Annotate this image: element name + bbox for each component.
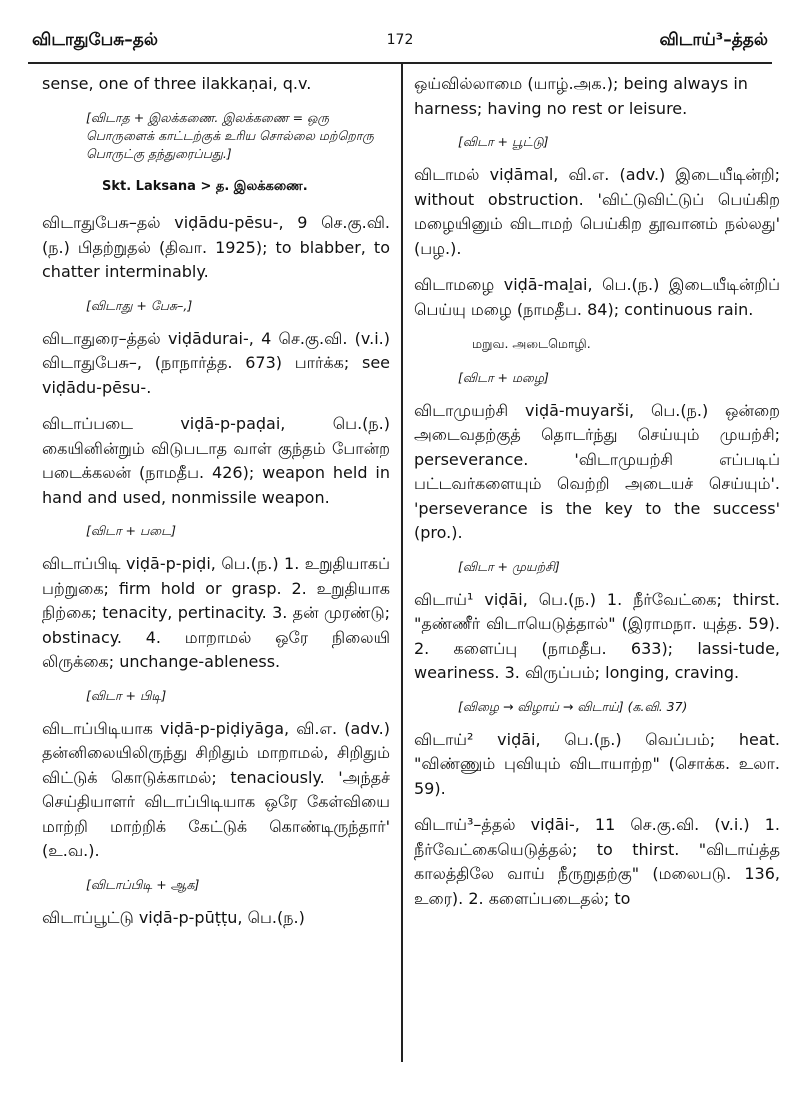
column-divider — [401, 62, 403, 1062]
page-number: 172 — [386, 32, 414, 48]
dictionary-entry: விடாமல் viḍāmal, வி.எ. (adv.) இடையீடின்றி; without obstruction. 'விட்டுவிட்டுப் பெய்கிற மழையினும் விடாமற் பெய்கிற தூவானம் நல்லது' (பழ.). — [414, 165, 780, 258]
continued-text: sense, one of three ilakkaṇai, q.v. — [42, 74, 312, 93]
right-column — [414, 72, 780, 911]
dictionary-entry: விடாதுபேசு–தல் viḍādu-pēsu-, 9 செ.கு.வி. (ந.) பிதற்றுதல் (திவா. 1925); to blabber, to chatter interminably. — [42, 213, 390, 281]
etymology: [விடாத + இலக்கணை. இலக்கணை = ஒரு பொருளைக் காட்டற்குக் உரிய சொல்லை மற்றொரு பொருட்கு தந்துரைப்பது.] — [86, 109, 374, 161]
etymology: [விடா + படை] — [86, 523, 176, 538]
dictionary-entry: விடாய்² viḍāi, பெ.(ந.) வெப்பம்; heat. "விண்ணும் புவியும் விடாயாற்ற" (சொக்க. உலா. 59). — [414, 729, 780, 798]
continued-text: ஒய்வில்லாமை (யாழ்.அக.); being always in harness; having no rest or leisure. — [414, 74, 748, 118]
left-column — [42, 72, 390, 930]
etymology: [விடா + பிடி] — [86, 687, 167, 703]
left-guide-word: விடாதுபேசு–தல் — [32, 30, 158, 50]
synonym-note: மறுவ. அடைமொழி. — [472, 336, 591, 351]
dictionary-entry: விடாப்பூட்டு viḍā-p-pūṭṭu, பெ.(ந.) — [42, 907, 305, 927]
right-guide-word: விடாய்³–த்தல் — [659, 30, 768, 50]
dictionary-entry: விடாப்படை viḍā-p-paḍai, பெ.(ந.) கையினின்றும் விடுபடாத வாள் குந்தம் போன்ற படைக்கலன் (நாமதீப. 426); weapon held in hand and used, nonmissile weapon. — [42, 414, 390, 507]
etymology: [விடா + மழை] — [458, 369, 549, 385]
dictionary-entry: விடாய்¹ viḍāi, பெ.(ந.) 1. நீர்வேட்கை; thirst. "தண்ணீர் விடாயெடுத்தால்" (இராமநா. யுத்த. 59). 2. களைப்பு (நாமதீப. 633); lassi-tude, weariness. 3. விருப்பம்; longing, craving. — [414, 589, 780, 682]
sanskrit-note: Skt. Laksana > த. இலக்கணை. — [102, 178, 308, 194]
etymology: [விழை → விழாய் → விடாய்] (க.வி. 37) — [458, 698, 688, 714]
etymology: [விடாப்பிடி + ஆக] — [86, 876, 200, 892]
etymology: [விடா + பூட்டு] — [458, 134, 549, 149]
dictionary-entry: விடாமுயற்சி viḍā-muyarši, பெ.(ந.) ஒன்றை அடைவதற்குத் தொடர்ந்து செய்யும் முயற்சி; perseverance. 'விடாமுயற்சி எப்படிப் பட்டவர்களையும் வெற்றி அடையச் செய்யும்'. 'perseverance is the key to the success' (pro.). — [414, 400, 780, 542]
page-header — [32, 30, 768, 60]
etymology: [விடா + முயற்சி] — [458, 558, 560, 574]
dictionary-entry: விடாப்பிடியாக viḍā-p-piḍiyāga, வி.எ. (adv.) தன்னிலையிலிருந்து சிறிதும் மாறாமல், சிறிதும் விட்டுக் கொடுக்காமல்; tenaciously. 'அந்தச் செய்தியாளர் விடாப்பிடியாக ஒரே கேள்வியை மாற்றி மாற்றிக் கேட்டுக் கொண்டிருந்தார்' (உ.வ.). — [42, 718, 390, 860]
dictionary-entry: விடாமழை viḍā-maḻai, பெ.(ந.) இடையீடின்றிப் பெய்யு மழை (நாமதீப. 84); continuous rain. — [414, 275, 780, 319]
header-rule — [28, 62, 772, 64]
dictionary-entry: விடாப்பிடி viḍā-p-piḍi, பெ.(ந.) 1. உறுதியாகப் பற்றுகை; firm hold or grasp. 2. உறுதியாக நிற்கை; tenacity, pertinacity. 3. தன் முரண்டு; obstinacy. 4. மாறாமல் ஒரே நிலையி லிருக்கை; unchange-ableness. — [42, 554, 390, 671]
dictionary-entry: விடாதுரை–த்தல் viḍādurai-, 4 செ.கு.வி. (v.i.) விடாதுபேசு–, (நாநார்த்த. 673) பார்க்க; see viḍādu-pēsu-. — [42, 328, 390, 397]
dictionary-entry: விடாய்³–த்தல் viḍāi-, 11 செ.கு.வி. (v.i.) 1. நீர்வேட்கையெடுத்தல்; to thirst. "விடாய்த்த காலத்திலே வாய் நீருறுதற்கு" (மலைபடு. 136, உரை). 2. களைப்படைதல்; to — [414, 815, 780, 908]
etymology: [விடாது + பேசு–,] — [86, 297, 193, 313]
